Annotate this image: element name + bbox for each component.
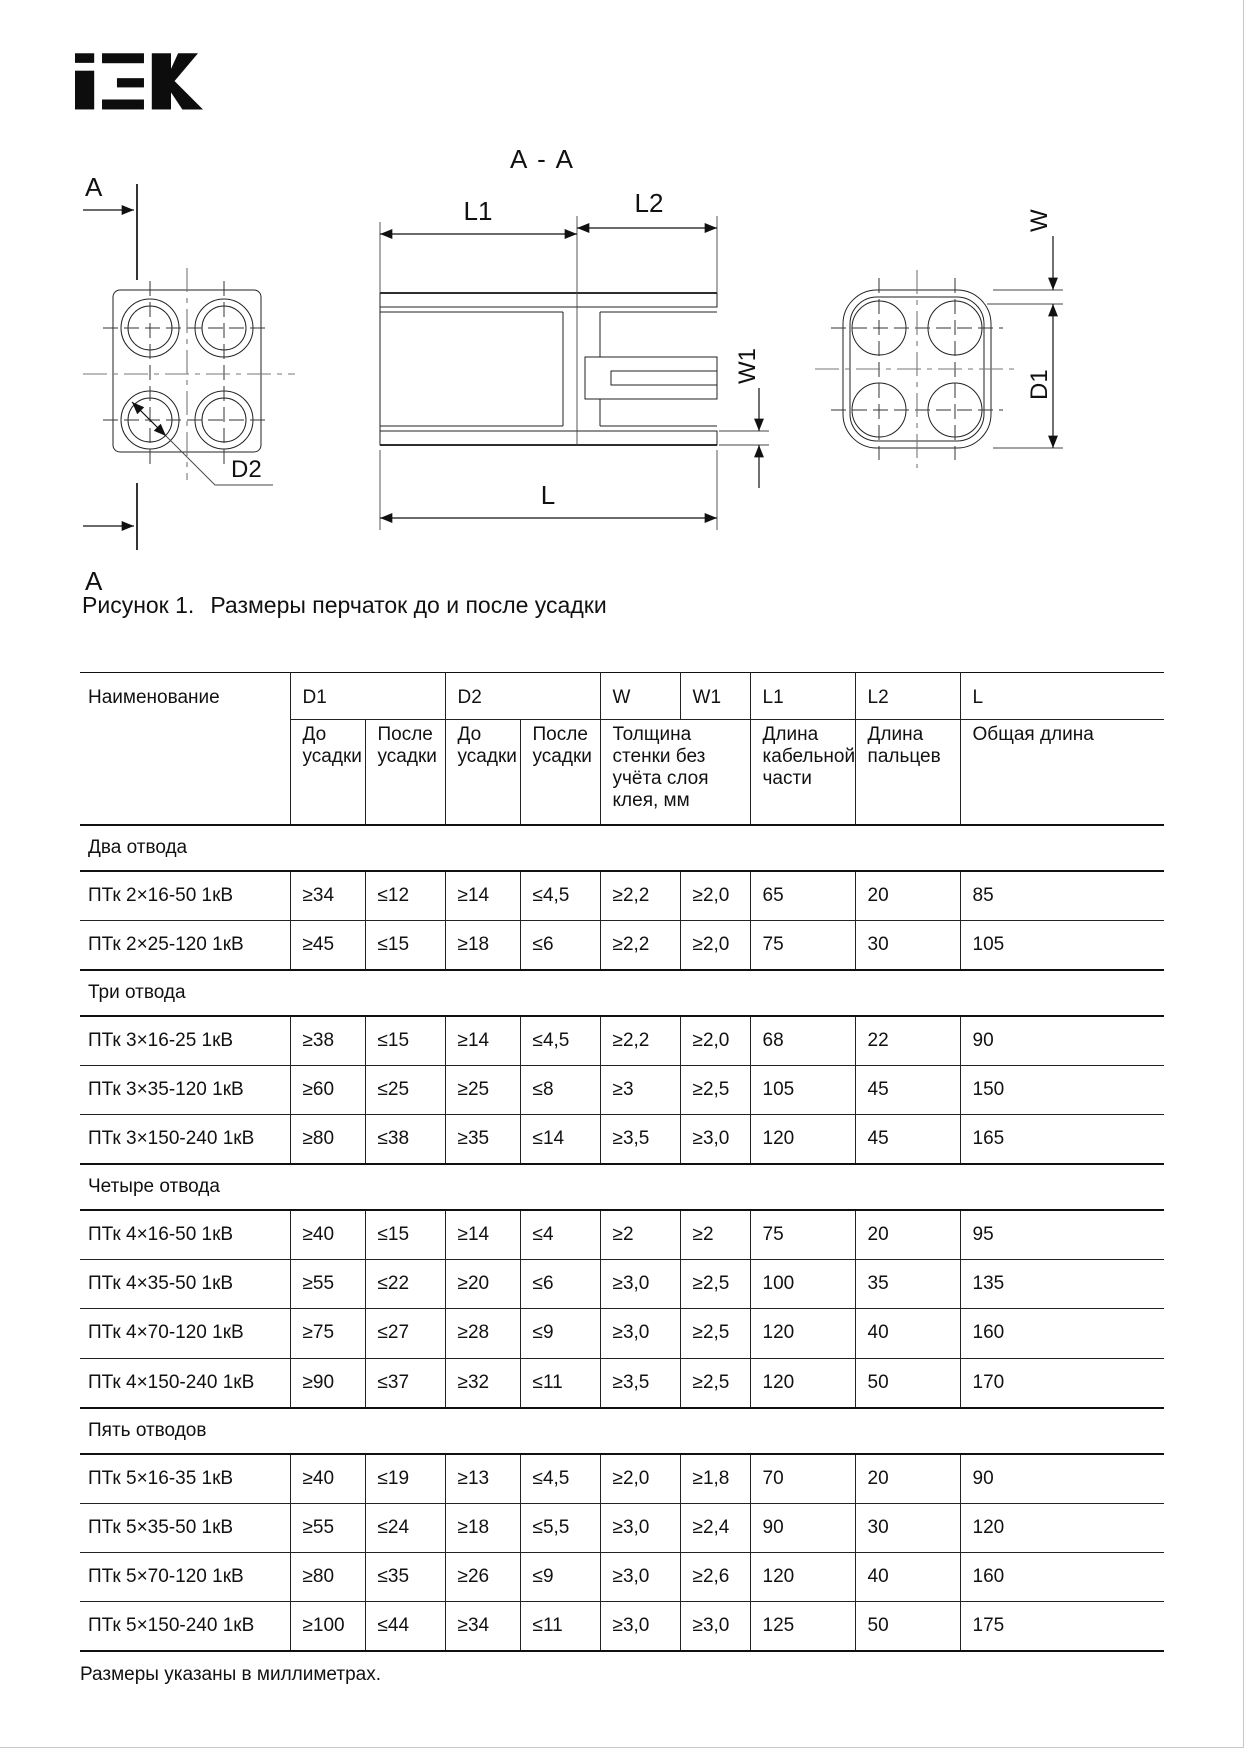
value-cell: ≥14 (445, 1210, 520, 1260)
value-cell: ≥90 (290, 1358, 365, 1408)
table-row (80, 1016, 1164, 1066)
group-row (80, 970, 1164, 1016)
dim-label-w: W (1026, 209, 1053, 232)
value-cell: 40 (855, 1309, 960, 1358)
value-cell: ≥3,0 (680, 1601, 750, 1651)
value-cell: ≥3 (600, 1066, 680, 1115)
value-cell: ≤6 (520, 921, 600, 971)
value-cell: 68 (750, 1016, 855, 1066)
product-name: ПТк 3×150-240 1кВ (80, 1115, 290, 1165)
group-row (80, 1164, 1164, 1210)
iek-logo (75, 52, 203, 115)
value-cell: ≤44 (365, 1601, 445, 1651)
value-cell: ≤37 (365, 1358, 445, 1408)
table-row (80, 1309, 1164, 1358)
col-subheader-d2-before: До усадки (445, 720, 520, 826)
value-cell: ≤12 (365, 871, 445, 921)
value-cell: ≥2,2 (600, 1016, 680, 1066)
value-cell: ≤25 (365, 1066, 445, 1115)
value-cell: 75 (750, 921, 855, 971)
value-cell: ≥55 (290, 1503, 365, 1552)
value-cell: ≥2 (680, 1210, 750, 1260)
section-label-a-top: A (85, 172, 103, 202)
col-subheader-total-length: Общая длина (960, 720, 1164, 826)
group-title: Пять отводов (80, 1408, 1164, 1454)
table-row (80, 871, 1164, 921)
table-row (80, 1552, 1164, 1601)
value-cell: 40 (855, 1552, 960, 1601)
dimensions-section (80, 672, 1164, 1686)
section-view-title: A - A (510, 144, 575, 174)
value-cell: ≥28 (445, 1309, 520, 1358)
table-row (80, 1503, 1164, 1552)
value-cell: ≥100 (290, 1601, 365, 1651)
value-cell: 90 (960, 1454, 1164, 1504)
value-cell: 105 (960, 921, 1164, 971)
value-cell: 160 (960, 1552, 1164, 1601)
value-cell: ≥18 (445, 1503, 520, 1552)
group-title: Три отвода (80, 970, 1164, 1016)
product-name: ПТк 2×16-50 1кВ (80, 871, 290, 921)
col-header-d2: D2 (445, 673, 600, 720)
value-cell: ≥40 (290, 1210, 365, 1260)
value-cell: ≤11 (520, 1601, 600, 1651)
right-end-view (815, 209, 1063, 468)
value-cell: 90 (960, 1016, 1164, 1066)
value-cell: ≤14 (520, 1115, 600, 1165)
value-cell: 20 (855, 1210, 960, 1260)
col-subheader-finger-length: Длина пальцев (855, 720, 960, 826)
value-cell: 135 (960, 1260, 1164, 1309)
col-header-w: W (600, 673, 680, 720)
value-cell: ≥2,0 (600, 1454, 680, 1504)
value-cell: 120 (750, 1358, 855, 1408)
value-cell: 150 (960, 1066, 1164, 1115)
value-cell: ≥2,0 (680, 871, 750, 921)
col-subheader-d1-before: До усадки (290, 720, 365, 826)
value-cell: 45 (855, 1115, 960, 1165)
value-cell: 30 (855, 1503, 960, 1552)
value-cell: 75 (750, 1210, 855, 1260)
value-cell: ≤35 (365, 1552, 445, 1601)
value-cell: ≥80 (290, 1115, 365, 1165)
value-cell: 100 (750, 1260, 855, 1309)
value-cell: ≥26 (445, 1552, 520, 1601)
table-footnote: Размеры указаны в миллиметрах. (80, 1663, 381, 1685)
col-header-w1: W1 (680, 673, 750, 720)
section-label-a-bottom: A (85, 566, 103, 596)
value-cell: 85 (960, 871, 1164, 921)
product-name: ПТк 5×16-35 1кВ (80, 1454, 290, 1504)
value-cell: 175 (960, 1601, 1164, 1651)
product-name: ПТк 3×16-25 1кВ (80, 1016, 290, 1066)
product-name: ПТк 4×150-240 1кВ (80, 1358, 290, 1408)
value-cell: ≤19 (365, 1454, 445, 1504)
dim-label-l2: L2 (634, 188, 664, 218)
value-cell: 20 (855, 871, 960, 921)
product-name: ПТк 5×150-240 1кВ (80, 1601, 290, 1651)
dimensions-table (80, 672, 1164, 1652)
value-cell: ≥18 (445, 921, 520, 971)
col-subheader-d1-after: После усадки (365, 720, 445, 826)
table-row (80, 1066, 1164, 1115)
section-view-a-a (380, 144, 769, 530)
value-cell: ≥2,6 (680, 1552, 750, 1601)
value-cell: 20 (855, 1454, 960, 1504)
table-row (80, 1210, 1164, 1260)
dim-label-w1: W1 (734, 348, 761, 384)
table-row (80, 1260, 1164, 1309)
value-cell: ≤9 (520, 1552, 600, 1601)
value-cell: ≤11 (520, 1358, 600, 1408)
product-name: ПТк 5×70-120 1кВ (80, 1552, 290, 1601)
product-name: ПТк 4×16-50 1кВ (80, 1210, 290, 1260)
value-cell: ≥20 (445, 1260, 520, 1309)
table-row (80, 1115, 1164, 1165)
value-cell: 120 (750, 1115, 855, 1165)
value-cell: 160 (960, 1309, 1164, 1358)
figure-caption-number: Рисунок 1. (82, 592, 195, 618)
dim-label-l: L (540, 480, 556, 510)
dim-label-l1: L1 (463, 196, 493, 226)
value-cell: ≤22 (365, 1260, 445, 1309)
value-cell: ≥35 (445, 1115, 520, 1165)
value-cell: ≥38 (290, 1016, 365, 1066)
value-cell: ≥2,5 (680, 1358, 750, 1408)
value-cell: ≤38 (365, 1115, 445, 1165)
value-cell: 120 (960, 1503, 1164, 1552)
value-cell: ≥45 (290, 921, 365, 971)
value-cell: ≤24 (365, 1503, 445, 1552)
value-cell: ≥14 (445, 871, 520, 921)
value-cell: ≥3,0 (600, 1260, 680, 1309)
value-cell: 50 (855, 1601, 960, 1651)
product-name: ПТк 2×25-120 1кВ (80, 921, 290, 971)
col-header-l2: L2 (855, 673, 960, 720)
col-subheader-wall-thickness: Толщина стенки без учёта слоя клея, мм (600, 720, 750, 826)
group-row (80, 825, 1164, 871)
value-cell: ≥2 (600, 1210, 680, 1260)
value-cell: ≥40 (290, 1454, 365, 1504)
value-cell: ≤4,5 (520, 871, 600, 921)
value-cell: ≥3,0 (600, 1503, 680, 1552)
value-cell: ≥32 (445, 1358, 520, 1408)
value-cell: 35 (855, 1260, 960, 1309)
col-subheader-d2-after: После усадки (520, 720, 600, 826)
value-cell: ≥2,5 (680, 1066, 750, 1115)
value-cell: ≤5,5 (520, 1503, 600, 1552)
value-cell: 45 (855, 1066, 960, 1115)
group-title: Два отвода (80, 825, 1164, 871)
col-header-l1: L1 (750, 673, 855, 720)
value-cell: ≤4,5 (520, 1454, 600, 1504)
value-cell: ≥60 (290, 1066, 365, 1115)
value-cell: ≥2,2 (600, 921, 680, 971)
value-cell: ≥2,4 (680, 1503, 750, 1552)
value-cell: ≤27 (365, 1309, 445, 1358)
product-name: ПТк 3×35-120 1кВ (80, 1066, 290, 1115)
value-cell: ≥2,5 (680, 1260, 750, 1309)
table-row (80, 1358, 1164, 1408)
value-cell: ≥3,0 (600, 1309, 680, 1358)
value-cell: 120 (750, 1309, 855, 1358)
value-cell: ≥55 (290, 1260, 365, 1309)
value-cell: 165 (960, 1115, 1164, 1165)
table-row (80, 1454, 1164, 1504)
value-cell: ≤15 (365, 1016, 445, 1066)
value-cell: 30 (855, 921, 960, 971)
value-cell: ≥2,0 (680, 921, 750, 971)
value-cell: 50 (855, 1358, 960, 1408)
value-cell: 125 (750, 1601, 855, 1651)
value-cell: 105 (750, 1066, 855, 1115)
value-cell: ≤8 (520, 1066, 600, 1115)
dim-label-d2: D2 (231, 456, 262, 483)
value-cell: ≤15 (365, 921, 445, 971)
value-cell: ≥3,5 (600, 1115, 680, 1165)
value-cell: ≥3,5 (600, 1358, 680, 1408)
col-header-l: L (960, 673, 1164, 720)
value-cell: 120 (750, 1552, 855, 1601)
value-cell: ≥34 (445, 1601, 520, 1651)
value-cell: ≥34 (290, 871, 365, 921)
value-cell: ≥2,2 (600, 871, 680, 921)
product-name: ПТк 5×35-50 1кВ (80, 1503, 290, 1552)
product-name: ПТк 4×70-120 1кВ (80, 1309, 290, 1358)
value-cell: 70 (750, 1454, 855, 1504)
col-header-d1: D1 (290, 673, 445, 720)
value-cell: ≥75 (290, 1309, 365, 1358)
col-header-name: Наименование (88, 687, 220, 708)
value-cell: ≥3,0 (600, 1552, 680, 1601)
table-row (80, 921, 1164, 971)
value-cell: ≤4,5 (520, 1016, 600, 1066)
group-row (80, 1408, 1164, 1454)
product-name: ПТк 4×35-50 1кВ (80, 1260, 290, 1309)
value-cell: ≤15 (365, 1210, 445, 1260)
value-cell: ≤6 (520, 1260, 600, 1309)
figure-caption (82, 592, 607, 619)
iek-logo-graphic (75, 52, 203, 110)
value-cell: ≥2,5 (680, 1309, 750, 1358)
value-cell: ≥80 (290, 1552, 365, 1601)
dim-label-d1: D1 (1026, 369, 1053, 400)
value-cell: ≥1,8 (680, 1454, 750, 1504)
figure-drawing (55, 138, 1185, 613)
value-cell: 22 (855, 1016, 960, 1066)
value-cell: ≥3,0 (600, 1601, 680, 1651)
col-subheader-cable-length: Длина кабельной части (750, 720, 855, 826)
value-cell: 170 (960, 1358, 1164, 1408)
value-cell: ≥3,0 (680, 1115, 750, 1165)
left-end-view (83, 172, 295, 596)
value-cell: ≤9 (520, 1309, 600, 1358)
value-cell: ≥25 (445, 1066, 520, 1115)
value-cell: ≥2,0 (680, 1016, 750, 1066)
value-cell: ≥14 (445, 1016, 520, 1066)
value-cell: 65 (750, 871, 855, 921)
table-row (80, 1601, 1164, 1651)
value-cell: 95 (960, 1210, 1164, 1260)
value-cell: ≤4 (520, 1210, 600, 1260)
figure-caption-text: Размеры перчаток до и после усадки (210, 592, 607, 618)
group-title: Четыре отвода (80, 1164, 1164, 1210)
value-cell: ≥13 (445, 1454, 520, 1504)
value-cell: 90 (750, 1503, 855, 1552)
d2-dimension-arrow (132, 402, 166, 436)
